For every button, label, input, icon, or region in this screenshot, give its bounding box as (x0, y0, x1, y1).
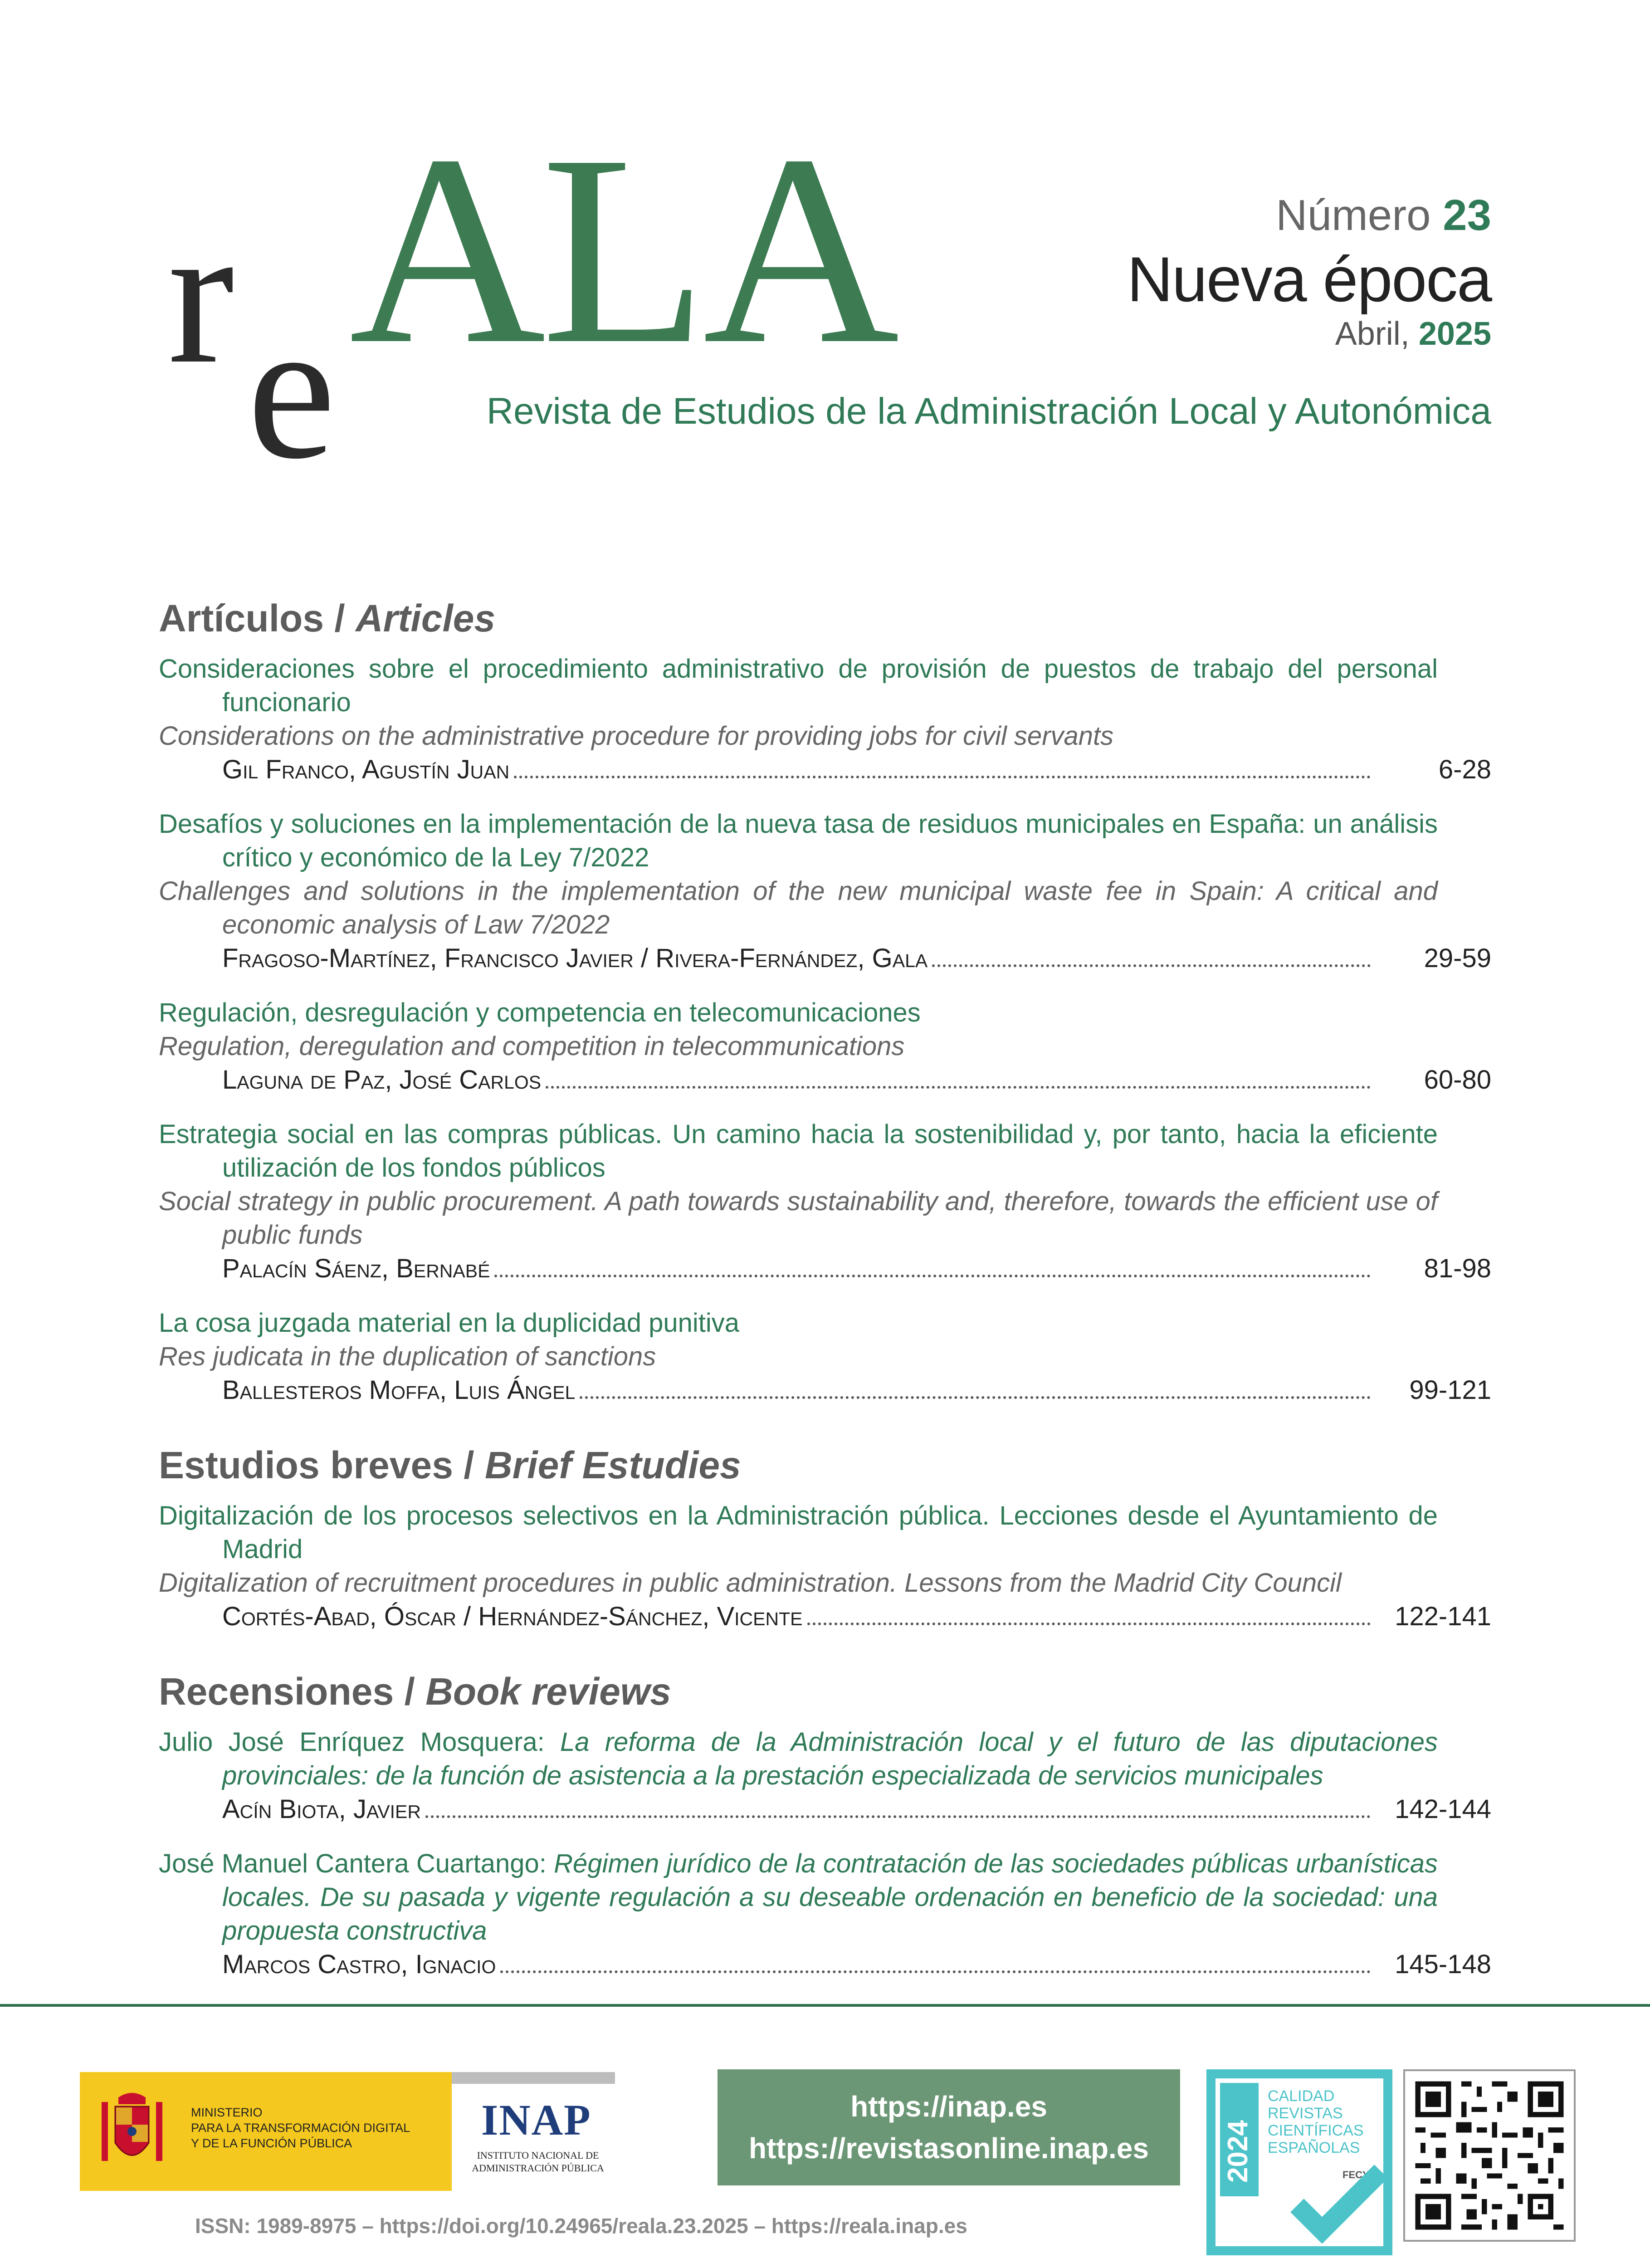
entry-translation: Challenges and solutions in the implementation of the new municipal waste fee in Spain: A critical and economic analysis of Law 7/2022 (159, 876, 1438, 939)
badge-line: REVISTAS (1268, 2105, 1343, 2122)
qr-code-icon[interactable] (1403, 2069, 1576, 2242)
toc-entry[interactable] (159, 652, 1491, 787)
section-heading-en: Articles (356, 597, 496, 640)
coat-of-arms-icon (98, 2088, 166, 2175)
table-of-contents (159, 596, 1491, 2018)
entry-author-line (159, 753, 1491, 787)
ministry-line: MINISTERIO (191, 2106, 263, 2119)
section-heading (159, 1443, 1491, 1487)
entry-pages: 81-98 (1424, 1254, 1491, 1283)
section-book-reviews (159, 1670, 1491, 1981)
entry-pages: 122-141 (1395, 1602, 1491, 1631)
section-heading (159, 1670, 1491, 1714)
badge-line: CALIDAD (1268, 2087, 1335, 2105)
entry-translation: Regulation, deregulation and competition in telecommunications (159, 1031, 905, 1061)
issue-number (1276, 191, 1491, 240)
entry-authors: Cortés-Abad, Óscar / Hernández-Sánchez, Vicente (222, 1602, 803, 1631)
reviewed-book-title: La reforma de la Administración local y el futuro de las diputaciones provinciales: de la función de asistencia a la prestación especializada de servicios municipales (222, 1727, 1438, 1790)
badge-year: 2024 (1222, 2120, 1254, 2183)
toc-entry[interactable] (159, 996, 1491, 1097)
inap-subtitle-line: ADMINISTRACIÓN PÚBLICA (472, 2162, 604, 2174)
issue-number-value: 23 (1443, 191, 1491, 240)
ministry-line: PARA LA TRANSFORMACIÓN DIGITAL (191, 2121, 410, 2135)
leader-dots (580, 1396, 1371, 1399)
revistas-link[interactable]: https://revistasonline.inap.es (749, 2132, 1149, 2165)
toc-entry[interactable] (159, 807, 1491, 975)
inap-grey-bar (452, 2072, 615, 2084)
entry-title[interactable]: Digitalización de los procesos selectivos en la Administración pública. Lecciones desde el Ayuntamiento de Madrid (159, 1501, 1438, 1564)
toc-entry[interactable] (159, 1725, 1491, 1826)
entry-title[interactable]: Regulación, desregulación y competencia en telecomunicaciones (159, 998, 921, 1027)
leader-dots (807, 1623, 1371, 1625)
entry-title[interactable]: Estrategia social en las compras públicas. Un camino hacia la sostenibilidad y, por tanto, hacia la eficiente utilización de los fondos públicos (159, 1119, 1438, 1183)
section-articles (159, 596, 1491, 1407)
entry-pages: 60-80 (1424, 1065, 1491, 1095)
badge-line: ESPAÑOLAS (1268, 2139, 1360, 2156)
leader-dots (425, 1815, 1371, 1818)
issue-date (1335, 315, 1491, 352)
entry-pages: 99-121 (1409, 1375, 1491, 1405)
section-heading-en: Brief Estudies (484, 1444, 741, 1486)
leader-dots (500, 1970, 1371, 1973)
entry-pages: 145-148 (1395, 1950, 1491, 1979)
entry-author-line (159, 1948, 1491, 1981)
entry-author-line (159, 1600, 1491, 1633)
ministry-logo (80, 2072, 452, 2191)
issue-year: 2025 (1418, 316, 1491, 352)
entry-author-line (159, 1793, 1491, 1826)
inap-link[interactable]: https://inap.es (850, 2090, 1047, 2123)
badge-brand: FECYT (1342, 2169, 1376, 2180)
section-heading (159, 596, 1491, 640)
entry-author-line (159, 1252, 1491, 1286)
section-heading-es: Estudios breves / (159, 1444, 474, 1486)
section-brief-studies (159, 1443, 1491, 1633)
entry-authors: Gil Franco, Agustín Juan (222, 755, 510, 784)
entry-title[interactable] (159, 1725, 1438, 1793)
leader-dots (494, 1275, 1371, 1277)
entry-translation: Res judicata in the duplication of sanctions (159, 1342, 656, 1371)
entry-authors: Marcos Castro, Ignacio (222, 1950, 496, 1979)
entry-authors: Palacín Sáenz, Bernabé (222, 1254, 490, 1283)
leader-dots (932, 964, 1371, 967)
entry-title[interactable]: Consideraciones sobre el procedimiento administrativo de provisión de puestos de trabajo del personal funcionario (159, 654, 1438, 717)
logo-letter-e: e (247, 279, 336, 500)
inap-logo (452, 2072, 615, 2191)
entry-translation: Digitalization of recruitment procedures in public administration. Lessons from the Madrid City Council (159, 1568, 1342, 1598)
issn-doi-line: ISSN: 1989-8975 – https://doi.org/10.24965/reala.23.2025 – https://reala.inap.es (195, 2214, 967, 2238)
entry-author-line (159, 942, 1491, 975)
ministry-line: Y DE LA FUNCIÓN PÚBLICA (191, 2136, 352, 2150)
entry-author-line (159, 1063, 1491, 1097)
logo-ala: ALA (349, 98, 895, 400)
toc-entry[interactable] (159, 1118, 1491, 1286)
entry-authors: Ballesteros Moffa, Luis Ángel (222, 1375, 576, 1405)
inap-subtitle-line: INSTITUTO NACIONAL DE (477, 2150, 599, 2161)
section-heading-es: Artículos / (159, 597, 345, 640)
entry-translation: Social strategy in public procurement. A path towards sustainability and, therefore, towards the efficient use of public funds (159, 1187, 1438, 1250)
logo-letter-r: r (168, 184, 234, 405)
entry-authors: Acín Biota, Javier (222, 1794, 421, 1824)
entry-pages: 142-144 (1395, 1794, 1491, 1824)
entry-author-line (159, 1374, 1491, 1407)
entry-title[interactable]: Desafíos y soluciones en la implementación de la nueva tasa de residuos municipales en España: un análisis crítico y económico de la Ley 7/2022 (159, 809, 1438, 872)
inap-subtitle (465, 2149, 610, 2175)
entry-pages: 29-59 (1424, 943, 1491, 973)
section-heading-en: Book reviews (425, 1670, 671, 1713)
website-box (718, 2069, 1180, 2185)
toc-entry[interactable] (159, 1847, 1491, 1981)
footer-divider (0, 2004, 1650, 2007)
fecyt-quality-badge-icon (1206, 2069, 1392, 2255)
entry-title[interactable]: La cosa juzgada material en la duplicidad punitiva (159, 1308, 740, 1338)
reviewed-book-title: Régimen jurídico de la contratación de las sociedades públicas urbanísticas locales. De su pasada y vigente regulación a su deseable ordenación en beneficio de la sociedad: una propuesta constructiva (222, 1849, 1438, 1945)
epoch-label: Nueva época (1127, 244, 1491, 315)
entry-pages: 6-28 (1438, 755, 1491, 784)
entry-authors: Laguna de Paz, José Carlos (222, 1065, 542, 1095)
badge-line: CIENTÍFICAS (1268, 2122, 1364, 2139)
reviewed-author: José Manuel Cantera Cuartango: (159, 1849, 547, 1878)
issue-month: Abril, (1335, 316, 1410, 352)
toc-entry[interactable] (159, 1306, 1491, 1407)
entry-title[interactable] (159, 1847, 1438, 1948)
journal-subtitle: Revista de Estudios de la Administración Local y Autonómica (486, 391, 1491, 432)
leader-dots (514, 776, 1371, 778)
entry-translation: Considerations on the administrative procedure for providing jobs for civil servants (159, 721, 1114, 751)
leader-dots (546, 1086, 1371, 1089)
entry-authors: Fragoso-Martínez, Francisco Javier / Rivera-Fernández, Gala (222, 943, 928, 973)
reviewed-author: Julio José Enríquez Mosquera: (159, 1727, 545, 1757)
issue-label: Número (1276, 191, 1431, 240)
toc-entry[interactable] (159, 1499, 1491, 1633)
inap-name: INAP (481, 2096, 591, 2144)
ministry-text (191, 2105, 410, 2151)
section-heading-es: Recensiones / (159, 1670, 415, 1713)
